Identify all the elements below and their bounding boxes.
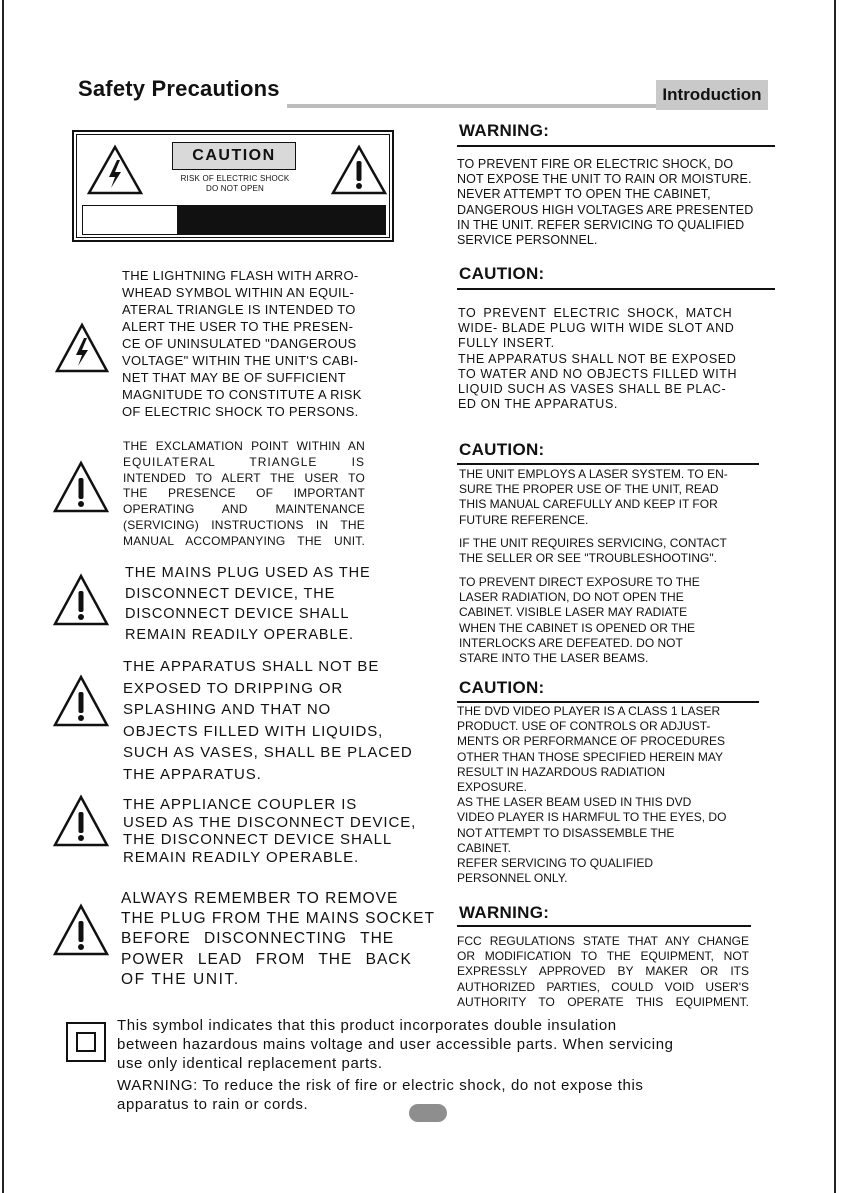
exclamation-triangle-icon xyxy=(52,573,110,627)
exclamation-triangle-icon xyxy=(52,674,110,728)
lightning-triangle-icon xyxy=(86,144,144,196)
caution-class1-laser-text: THE DVD VIDEO PLAYER IS A CLASS 1 LASER PRODUCT. USE OF CONTROLS OR ADJUST- MENTS OR PERFORMANCE OF PROCEDURES OTHER THAN THOSE SPECIFIED HEREIN MAY RESULT IN HAZARDOUS RADIATION EXPOSURE. AS THE LASER BEAM USED IN THIS DVD VIDEO PLAYER IS HARMFUL TO THE EYES, DO NOT ATTEMPT TO DISASSEMBLE THE CABINET. REFER SERVICING TO QUALIFIED PERSONNEL ONLY. xyxy=(457,704,727,886)
caution-heading: CAUTION: xyxy=(459,264,545,283)
fcc-warning-text: FCC REGULATIONS STATE THAT ANY CHANGE OR MODIFICATION TO THE EQUIPMENT, NOT EXPRESSLY APPROVED BY MAKER OR ITS AUTHORIZED PARTIES, COULD VOID USER'S AUTHORITY TO OPERATE THIS EQUIPMENT. xyxy=(457,934,749,1009)
caution-heading: CAUTION: xyxy=(459,440,545,459)
double-insulation-inner-square xyxy=(76,1032,96,1052)
warning-heading: WARNING: xyxy=(459,903,550,922)
caution-rule xyxy=(457,701,759,703)
warning-rule xyxy=(457,925,751,927)
title-rule xyxy=(287,104,657,108)
caution-plug-text: TO PREVENT ELECTRIC SHOCK, MATCH WIDE- BLADE PLUG WITH WIDE SLOT AND FULLY INSERT. THE APPARATUS SHALL NOT BE EXPOSED TO WATER AND NO OBJECTS FILLED WITH LIQUID SUCH AS VASES SHALL BE PLAC- ED ON THE APPARATUS. xyxy=(458,306,738,412)
page-border-right xyxy=(834,0,836,1193)
exclamation-triangle-icon xyxy=(330,144,388,196)
caution-label-black-panel xyxy=(178,205,386,235)
caution-laser-text: THE UNIT EMPLOYS A LASER SYSTEM. TO EN- SURE THE PROPER USE OF THE UNIT, READ THIS MANUAL CAREFULLY AND KEEP IT FOR FUTURE REFERENCE. xyxy=(459,467,728,527)
page-title: Safety Precautions xyxy=(78,76,280,101)
page-border-left xyxy=(2,0,4,1193)
exclamation-triangle-icon xyxy=(52,794,110,848)
exclamation-triangle-icon xyxy=(52,460,110,514)
remove-plug-text: ALWAYS REMEMBER TO REMOVE THE PLUG FROM THE MAINS SOCKET BEFORE DISCONNECTING THE POWER LEAD FROM THE BACK OF THE UNIT. xyxy=(121,890,435,988)
caution-rule xyxy=(457,288,775,290)
dripping-text: THE APPARATUS SHALL NOT BE EXPOSED TO DRIPPING OR SPLASHING AND THAT NO OBJECTS FILLED WITH LIQUIDS, SUCH AS VASES, SHALL BE PLACED THE APPARATUS. xyxy=(123,658,413,783)
caution-label-white-panel xyxy=(82,205,178,235)
exclamation-symbol-text: THE EXCLAMATION POINT WITHIN AN EQUILATERAL TRIANGLE IS INTENDED TO ALERT THE USER TO THE PRESENCE OF IMPORTANT OPERATING AND MAINTENANCE (SERVICING) INSTRUCTIONS IN THE MANUAL ACCOMPANYING THE UNIT. xyxy=(123,439,365,548)
warning-text: TO PREVENT FIRE OR ELECTRIC SHOCK, DO NOT EXPOSE THE UNIT TO RAIN OR MOISTURE. NEVER ATTEMPT TO OPEN THE CABINET, DANGEROUS HIGH VOLTAGES ARE PRESENTED IN THE UNIT. REFER SERVICING TO QUALIFIED SERVICE PERSONNEL. xyxy=(457,157,754,248)
caution-label-title: CAUTION xyxy=(172,142,296,170)
caution-servicing-text: IF THE UNIT REQUIRES SERVICING, CONTACT THE SELLER OR SEE "TROUBLESHOOTING". xyxy=(459,536,727,566)
caution-label-subtitle: RISK OF ELECTRIC SHOCK DO NOT OPEN xyxy=(180,174,290,193)
caution-heading: CAUTION: xyxy=(459,678,545,697)
caution-radiation-text: TO PREVENT DIRECT EXPOSURE TO THE LASER RADIATION, DO NOT OPEN THE CABINET. VISIBLE LASER MAY RADIATE WHEN THE CABINET IS OPENED OR THE INTERLOCKS ARE DEFEATED. DO NOT STARE INTO THE LASER BEAMS. xyxy=(459,575,700,666)
rain-warning-text: WARNING: To reduce the risk of fire or electric shock, do not expose this apparatus to rain or cords. xyxy=(117,1077,644,1113)
lightning-triangle-icon xyxy=(54,322,110,374)
section-tab-introduction: Introduction xyxy=(656,80,768,110)
double-insulation-text: This symbol indicates that this product incorporates double insulation between hazardous mains voltage and user accessible parts. When servicing use only identical replacement parts. xyxy=(117,1017,674,1072)
mains-plug-text: THE MAINS PLUG USED AS THE DISCONNECT DEVICE, THE DISCONNECT DEVICE SHALL REMAIN READILY OPERABLE. xyxy=(125,565,371,643)
lightning-symbol-text: THE LIGHTNING FLASH WITH ARRO- WHEAD SYMBOL WITHIN AN EQUIL- ATERAL TRIANGLE IS INTENDED TO ALERT THE USER TO THE PRESEN- CE OF UNINSULATED "DANGEROUS VOLTAGE" WITHIN THE UNIT'S CABI- NET THAT MAY BE OF SUFFICIENT MAGNITUDE TO CONSTITUTE A RISK OF ELECTRIC SHOCK TO PERSONS. xyxy=(122,268,362,419)
warning-rule xyxy=(457,145,775,147)
warning-heading: WARNING: xyxy=(459,121,550,140)
page-number-tab xyxy=(409,1104,447,1122)
caution-rule xyxy=(457,463,759,465)
exclamation-triangle-icon xyxy=(52,903,110,957)
coupler-text: THE APPLIANCE COUPLER IS USED AS THE DISCONNECT DEVICE, THE DISCONNECT DEVICE SHALL REMAIN READILY OPERABLE. xyxy=(123,796,417,866)
